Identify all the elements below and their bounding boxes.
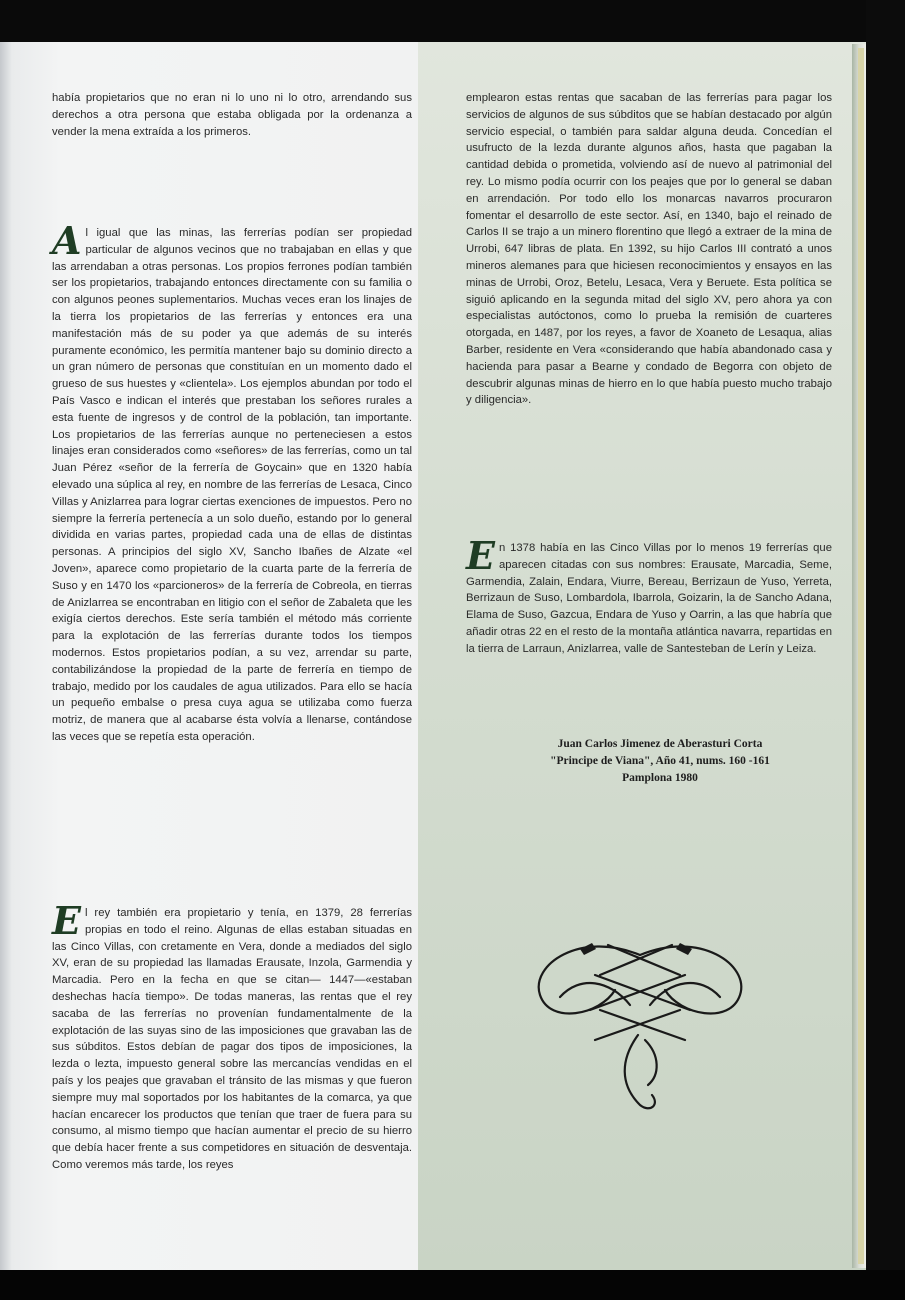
right-paragraph-2-text: n 1378 había en las Cinco Villas por lo menos 19 ferrerías que aparecen citadas con sus nombres: Erausate, Marcadia, Seme, Garmendia, Zalain, Endara, Viurre, Bereau, Berrizaun de Yuso, Yerreta, Berrizaun de Suso, Lombardola, Ibarrola, Goizarin, la de Sancho Adana, Elama de Suso, Gazcua, Endara de Yuso y Oarrin, a las que habría que añadir otras 22 en el resto de la montaña atlántica navarra, repartidas en la tierra de Larraun, Anizlarrea, valle de Santesteban de Lerín y Leiza. [466, 542, 832, 655]
right-paragraph-2 [466, 533, 832, 658]
drop-cap-e: E [52, 898, 81, 943]
scan-border-top [0, 0, 905, 42]
drop-cap-e-right: E [466, 533, 495, 578]
credit-author: Juan Carlos Jimenez de Aberasturi Corta [557, 738, 763, 750]
drop-cap-a: A [52, 218, 82, 263]
credit-place-year: Pamplona 1980 [622, 772, 698, 784]
right-paragraph-1 [466, 90, 832, 409]
page-edge-tab [858, 48, 864, 1264]
right-paragraph-1-text: emplearon estas rentas que sacaban de las ferrerías para pagar los servicios de algunos de sus súbditos que se habían destacado por algún servicio especial, o también para saldar alguna deuda. Concedían el usufructo de la lezda durante algunos años, hasta que pagaban la cantidad debida o prometida, volviendo así de nuevo al patrimonial del rey. Lo mismo podía ocurrir con los peajes que por lo general se daban en arrendación. Por todo ello los monarcas navarros procuraron fomentar el desarrollo de este sector. Así, en 1340, bajo el reinado de Carlos II se trajo a un minero florentino que llegó a extraer de la mina de Urrobi, 647 libras de plata. En 1392, su hijo Carlos III contrató a unos mineros alemanes para que hiciesen reconocimientos y ensayos en las minas de Urrobi, Oroz, Betelu, Lesaca, Vera y Beruete. Esta política se siguió aplicando en la segunda mitad del siglo XV, pero ahora ya con especialistas autóctonos, como lo prueba la remisión de cuarteres otorgada, en 1487, por los reyes, a favor de Xoaneto de Lesaqua, alias Barber, residente en Vera «considerando que había abandonado casa y hacienda para pasar a Bearne y condado de Begorra con objeto de descubrir algunas minas de hierro en lo que había puesto mucho trabajo y diligencia». [466, 92, 832, 407]
left-paragraph-1-text: había propietarios que no eran ni lo uno ni lo otro, arrendando sus derechos a otra persona que estaba obligada por la ordenanza a vender la mena extraída a los primeros. [52, 92, 412, 138]
left-paragraph-1 [52, 90, 412, 140]
left-paragraph-2-text: l igual que las minas, las ferrerías podían ser propiedad particular de algunos vecinos que no trabajaban en ellas y que las arrendaban a otras personas. Los propios ferrones podían también ser los propietarios, trabajando entonces directamente con su familia o con algunos peones suplementarios. Muchas veces eran los linajes de la tierra los propietarios de las ferrerías y entonces era una manifestación más de su poder ya que además de su interés puramente económico, les permitía mantener bajo su dominio directo a un gran número de personas que constituían en un momento dado el grueso de sus huestes y «clientela». Los ejemplos abundan por todo el País Vasco e indican el interés que prestaban los señores rurales a esta fuente de ingresos y de control de la población, tan importante. Los propietarios de las ferrerías aunque no perteneciesen a estos linajes eran considerados como «señores» de las ferrerías, como un tal Juan Pérez «señor de la ferrería de Goycain» que en 1320 había elevado una súplica al rey, en nombre de las ferrerías de Lesaca, Cinco Villas y Anizlarrea para lograr ciertas exenciones de impuestos. Pero no siempre la ferrería pertenecía a un solo dueño, estando por lo general dividida en varias partes, propiedad cada una de ellas de distintas personas. A principios del siglo XV, Sancho Ibañes de Alzate «el Joven», aparece como propietario de la cuarta parte de la ferrería de Suso y en 1470 los «parcioneros» de la ferrería de Cobreola, en tierras de Anizlarrea se encontraban en litigio con el señor de Zabaleta que les exigía ciertos derechos. Este sería también el método más corriente para la explotación de las ferrerías durante todos los tiempos modernos. Estos propietarios podían, a su vez, arrendar su parte, contabilizándose la propiedad de la parte de ferrería en tiempo de trabajo, medido por los caudales de agua utilizados. Para ello se hacía un pequeño embalse o presa cuya agua se utilizaba como fuerza motriz, de manera que al acabarse ésta volvía a llenarse, contándose las veces que se repetía esta operación. [52, 227, 412, 743]
calligraphic-ornament-icon [520, 935, 760, 1115]
source-credit [520, 736, 800, 787]
left-paragraph-3 [52, 898, 412, 1174]
left-paragraph-3-text: l rey también era propietario y tenía, en 1379, 28 ferrerías propias en todo el reino. Algunas de ellas estaban situadas en las Cinco Villas, con cretamente en Vera, donde a mediados del siglo XV, eran de su propiedad las llamadas Erausate, Inzola, Garmendia y Marcadia. Pero en la fecha en que se citan— 1447—«estaban deshechas hacía tiempo». De todas maneras, las rentas que el rey sacaba de las ferrerías no provenían fundamentalmente de la explotación de las suyas sino de las imposiciones que gravaban las de sus súbditos. Estos debían de pagar dos tipos de imposiciones, la lezda o lezta, impuesto general sobre las mercancías vendidas en el país y los peajes que gravaban el tránsito de las mismas y que fueron siempre muy mal soportados por los habitantes de la comarca, ya que hacían encarecer los productos que tenían que traer de fuera para su consumo, al mismo tiempo que hacían aumentar el precio de su hierro que debía hacer frente a sus competidores en situación de desventaja. Como veremos más tarde, los reyes [52, 907, 412, 1171]
scan-border-right [866, 0, 905, 1300]
scan-border-bottom [0, 1270, 905, 1300]
left-paragraph-2 [52, 218, 412, 746]
credit-publication: "Principe de Viana", Año 41, nums. 160 -161 [550, 755, 770, 767]
